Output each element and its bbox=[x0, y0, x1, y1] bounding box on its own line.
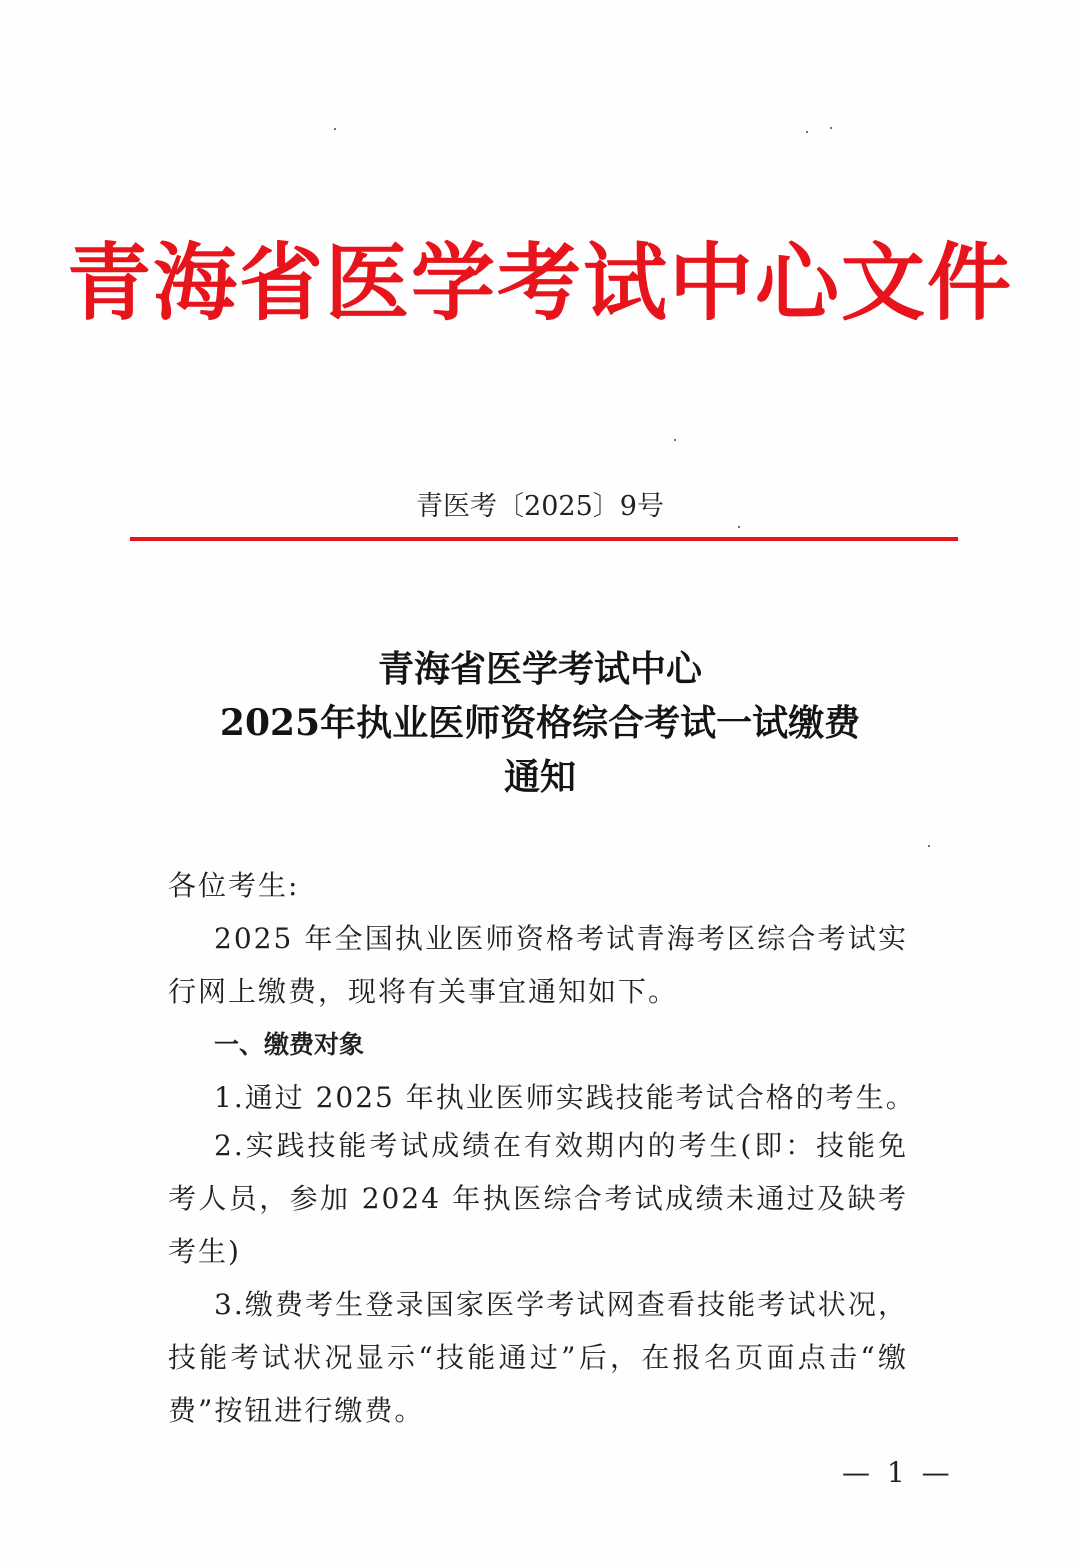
document-number: 青医考〔2025〕9号 bbox=[416, 491, 664, 522]
section-heading: 一、缴费对象 bbox=[214, 1030, 365, 1059]
title-line-3: 通知 bbox=[503, 756, 576, 798]
scan-speck bbox=[674, 439, 676, 441]
item-2-line-1: 2.实践技能考试成绩在有效期内的考生(即：技能免 bbox=[214, 1129, 908, 1162]
issuer-header: 青海省医学考试中心文件 bbox=[66, 233, 1013, 332]
scan-speck bbox=[738, 526, 740, 528]
page-number: — 1 — bbox=[842, 1456, 954, 1489]
salutation: 各位考生: bbox=[168, 869, 300, 902]
scan-speck bbox=[830, 127, 832, 129]
title-line-2: 2025年执业医师资格综合考试一试缴费 bbox=[219, 702, 861, 744]
scan-speck bbox=[334, 128, 336, 130]
item-3-line-1: 3.缴费考生登录国家医学考试网查看技能考试状况， bbox=[214, 1288, 908, 1321]
scan-speck bbox=[928, 845, 930, 847]
intro-line-1: 2025 年全国执业医师资格考试青海考区综合考试实 bbox=[214, 922, 908, 955]
item-3-line-3: 费”按钮进行缴费。 bbox=[168, 1394, 425, 1427]
red-separator-line bbox=[130, 537, 958, 541]
item-2-line-3: 考生) bbox=[168, 1235, 241, 1268]
item-3-line-2: 技能考试状况显示“技能通过”后，在报名页面点击“缴 bbox=[168, 1341, 908, 1374]
intro-line-2: 行网上缴费，现将有关事宜通知如下。 bbox=[168, 975, 679, 1008]
item-2-line-2: 考人员，参加 2024 年执医综合考试成绩未通过及缺考 bbox=[168, 1182, 908, 1215]
title-line-1: 青海省医学考试中心 bbox=[377, 648, 702, 690]
item-1-line-1: 1.通过 2025 年执业医师实践技能考试合格的考生。 bbox=[214, 1081, 916, 1114]
scan-speck bbox=[806, 131, 808, 133]
